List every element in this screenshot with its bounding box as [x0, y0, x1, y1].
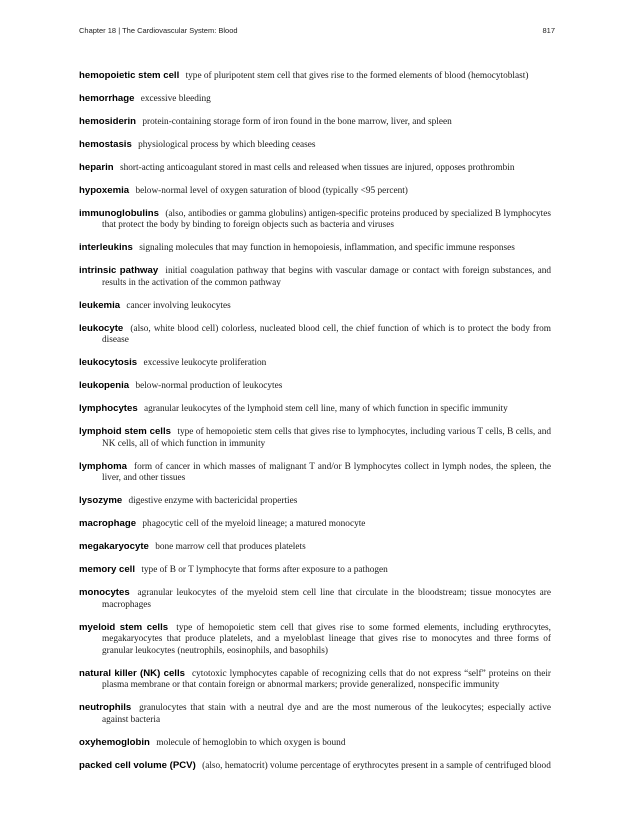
chapter-title: Chapter 18 | The Cardiovascular System: Blood: [79, 26, 238, 35]
glossary-term: memory cell: [79, 564, 135, 575]
page-header: [79, 26, 555, 35]
glossary-definition: (also, hematocrit) volume percentage of erythrocytes present in a sample of centrifuged blood: [202, 760, 551, 771]
glossary-definition: signaling molecules that may function in hemopoiesis, inflammation, and specific immune responses: [139, 243, 515, 253]
glossary-term: leukemia: [79, 299, 121, 311]
glossary-entry: [79, 208, 551, 232]
glossary-term: natural killer (NK) cells: [79, 667, 185, 679]
glossary-definition: below-normal level of oxygen saturation of blood (typically <95 percent): [135, 185, 408, 196]
glossary-term: myeloid stem cells: [79, 621, 169, 633]
glossary-entry: [79, 702, 551, 726]
glossary-definition: granulocytes that stain with a neutral dye and are the most numerous of the leukocytes; especially active against bacteria: [102, 703, 551, 725]
glossary-definition: initial coagulation pathway that begins with vascular damage or contact with foreign substances, and results in the activation of the common pathway: [102, 266, 551, 288]
glossary-term: packed cell volume (PCV): [79, 759, 196, 771]
glossary-term: lymphoid stem cells: [79, 426, 171, 437]
glossary-term: neutrophils: [79, 702, 132, 713]
glossary-entry: [79, 461, 551, 485]
page-number: 817: [542, 26, 555, 35]
glossary-entry: [79, 495, 551, 508]
glossary-definition: type of hemopoietic stem cells that gives rise to lymphocytes, including various T cells, B cells, and NK cells, all of which function in immunity: [102, 427, 552, 449]
glossary-definition: cytotoxic lymphocytes capable of recognizing cells that do not express “self” proteins on their plasma membrane or that contain foreign or abnormal markers; provide generalized, nonspecific immunity: [102, 668, 552, 690]
glossary-definition: digestive enzyme with bactericidal properties: [128, 496, 298, 506]
glossary-term: monocytes: [79, 587, 130, 598]
glossary-entry: [79, 265, 551, 289]
glossary-definition: cancer involving leukocytes: [126, 300, 231, 311]
glossary-definition: bone marrow cell that produces platelets: [155, 542, 306, 552]
glossary-entry: [79, 380, 551, 393]
glossary-term: hemosiderin: [79, 115, 137, 127]
glossary-entry: [79, 541, 551, 554]
glossary-term: hemorrhage: [79, 92, 135, 104]
glossary-term: immunoglobulins: [79, 207, 159, 219]
glossary-term: leukocyte: [79, 322, 124, 334]
glossary-term: oxyhemoglobin: [79, 736, 150, 748]
glossary-entry: [79, 162, 551, 175]
glossary-entry: [79, 300, 551, 313]
glossary-term: lymphocytes: [79, 403, 138, 414]
glossary-term: interleukins: [79, 242, 133, 253]
glossary-definition: (also, white blood cell) colorless, nucleated blood cell, the chief function of which is to protect the body from disease: [102, 323, 551, 345]
glossary-term: leukopenia: [79, 380, 130, 391]
glossary-term: lymphoma: [79, 460, 127, 472]
glossary-entry: [79, 323, 551, 347]
glossary-definition: agranular leukocytes of the lymphoid stem cell line, many of which function in specific immunity: [143, 404, 508, 414]
glossary-definition: phagocytic cell of the myeloid lineage; a matured monocyte: [142, 519, 366, 529]
glossary-entry: [79, 737, 551, 750]
glossary-term: hypoxemia: [79, 184, 130, 196]
glossary-definition: below-normal production of leukocytes: [135, 381, 283, 391]
glossary-term: leukocytosis: [79, 357, 138, 368]
glossary-definition: type of pluripotent stem cell that gives rise to the formed elements of blood (hemocytoblast): [185, 70, 529, 81]
glossary-definition: type of hemopoietic stem cell that gives rise to some formed elements, including erythrocytes, megakaryocytes that produce platelets, and a myeloblast lineage that gives rise to monocytes and three forms of granular leukocytes (neutrophils, eosinophils, and basophils): [102, 622, 551, 656]
glossary-entry: [79, 587, 551, 611]
glossary-definition: excessive bleeding: [140, 93, 211, 104]
glossary-entry: [79, 426, 551, 450]
glossary-definition: protein-containing storage form of iron found in the bone marrow, liver, and spleen: [142, 116, 452, 127]
glossary-term: hemopoietic stem cell: [79, 69, 180, 81]
glossary-entry: [79, 564, 551, 577]
glossary-entry: [79, 518, 551, 531]
glossary-term: lysozyme: [79, 495, 123, 506]
glossary-term: intrinsic pathway: [79, 265, 159, 276]
glossary-entry: [79, 139, 551, 152]
glossary-entry: [79, 93, 551, 106]
glossary-entry: [79, 116, 551, 129]
glossary-list: [79, 59, 551, 772]
glossary-entry: [79, 70, 551, 83]
glossary-entry: [79, 357, 551, 370]
glossary-term: hemostasis: [79, 138, 132, 150]
glossary-entry: [79, 760, 551, 773]
glossary-definition: short-acting anticoagulant stored in mast cells and released when tissues are injured, opposes prothrombin: [119, 162, 515, 173]
glossary-entry: [79, 668, 551, 692]
glossary-definition: molecule of hemoglobin to which oxygen is bound: [156, 737, 346, 748]
glossary-entry: [79, 622, 551, 658]
glossary-entry: [79, 242, 551, 255]
glossary-term: heparin: [79, 161, 114, 173]
glossary-definition: (also, antibodies or gamma globulins) antigen-specific proteins produced by specialized B lymphocytes that protect the body by binding to foreign objects such as bacteria and viruses: [102, 208, 551, 230]
glossary-term: macrophage: [79, 518, 137, 529]
glossary-definition: physiological process by which bleeding ceases: [138, 139, 316, 150]
glossary-definition: excessive leukocyte proliferation: [143, 358, 267, 368]
glossary-definition: agranular leukocytes of the myeloid stem cell line that circulate in the bloodstream; tissue monocytes are macrophages: [102, 588, 551, 610]
glossary-definition: form of cancer in which masses of malignant T and/or B lymphocytes collect in lymph nodes, the spleen, the liver, and other tissues: [102, 461, 552, 483]
glossary-entry: [79, 185, 551, 198]
glossary-entry: [79, 403, 551, 416]
glossary-definition: type of B or T lymphocyte that forms after exposure to a pathogen: [141, 565, 388, 575]
glossary-term: megakaryocyte: [79, 541, 149, 552]
